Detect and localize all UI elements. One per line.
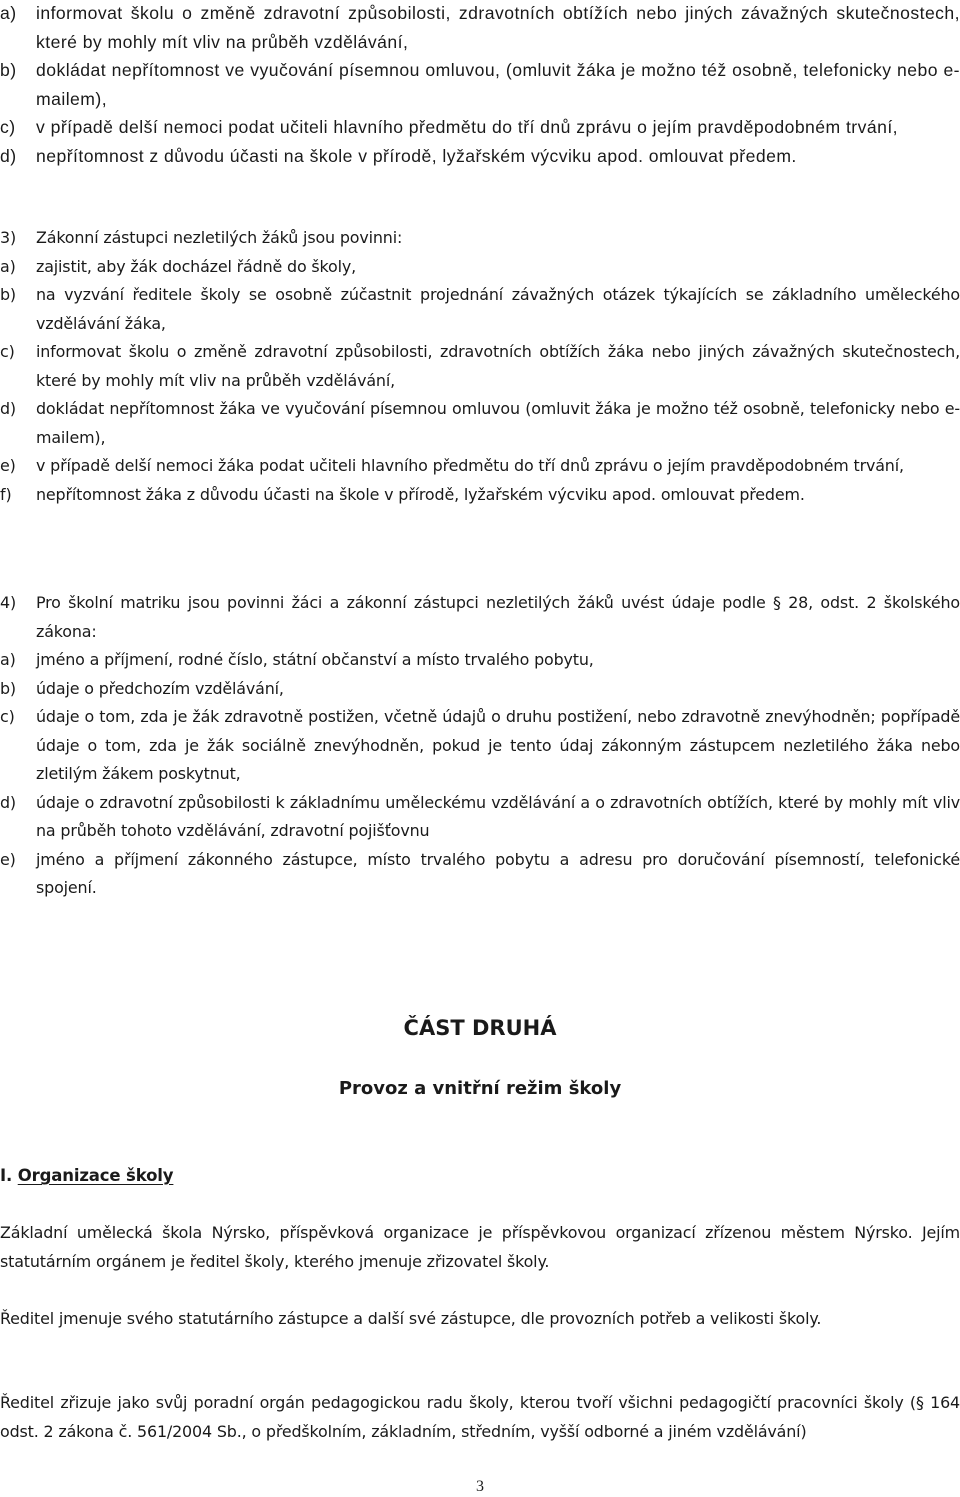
list-item — [0, 253, 960, 282]
section-heading — [0, 224, 960, 253]
list-item — [0, 452, 960, 481]
item-text: zajistit, aby žák docházel řádně do školy, — [36, 256, 357, 276]
list-item — [0, 113, 960, 142]
item-text: jméno a příjmení zákonného zástupce, místo trvalého pobytu a adresu pro doručování písemností, telefonické spojení. — [36, 849, 960, 897]
section-4 — [0, 589, 960, 903]
item-text: v případě delší nemoci podat učiteli hlavního předmětu do tří dnů zprávu o jejím pravděpodobném trvání, — [36, 117, 899, 137]
section-intro: Zákonní zástupci nezletilých žáků jsou povinni: — [36, 228, 403, 247]
part-subtitle: Provoz a vnitřní režim školy — [338, 1078, 622, 1099]
item-text: údaje o předchozím vzdělávání, — [36, 678, 284, 698]
top-list — [0, 0, 960, 170]
item-text: v případě delší nemoci žáka podat učiteli hlavního předmětu do tří dnů zprávu o jejím pravděpodobném trvání, — [36, 456, 904, 475]
list-item — [0, 56, 960, 113]
list-item — [0, 142, 960, 171]
list-item — [0, 846, 960, 903]
item-text: údaje o tom, zda je žák zdravotně postižen, včetně údajů o druhu postižení, nebo zdravotně znevýhodněn; popřípadě údaje o tom, zda je žák sociálně znevýhodněn, pokud je tento údaj zákonným zástupcem nezletilého žáka nebo zletilým žákem poskytnut, — [36, 707, 960, 783]
list-item — [0, 281, 960, 338]
item-label: b) — [0, 60, 17, 80]
item-label: a) — [0, 650, 16, 669]
item-label: c) — [0, 707, 15, 726]
section-number: 4) — [0, 593, 17, 612]
item-label: b) — [0, 285, 16, 304]
section-number: 3) — [0, 228, 17, 247]
chapter-title: Organizace školy — [17, 1166, 174, 1185]
section-3 — [0, 224, 960, 509]
list-item — [0, 646, 960, 675]
item-text: údaje o zdravotní způsobilosti k základnímu uměleckému vzdělávání a o zdravotních obtížích, které by mohly mít vliv na průběh tohoto vzdělávání, zdravotní pojišťovnu — [36, 792, 960, 840]
item-text: dokládat nepřítomnost ve vyučování písemnou omluvou, (omluvit žáka je možno též osobně, telefonicky nebo e-mailem), — [36, 60, 960, 109]
item-label: e) — [0, 456, 16, 475]
section-intro: Pro školní matriku jsou povinni žáci a zákonní zástupci nezletilých žáků uvést údaje podle § 28, odst. 2 školského zákona: — [36, 593, 960, 641]
item-label: f) — [0, 484, 12, 504]
item-text: nepřítomnost z důvodu účasti na škole v přírodě, lyžařském výcviku apod. omlouvat předem. — [36, 145, 797, 166]
item-label: a) — [0, 3, 17, 23]
list-item — [0, 338, 960, 395]
list-item — [0, 703, 960, 789]
chapter-number: I. — [0, 1166, 13, 1185]
item-text: jméno a příjmení, rodné číslo, státní občanství a místo trvalého pobytu, — [36, 650, 594, 669]
paragraph: Ředitel jmenuje svého statutárního zástupce a další své zástupce, dle provozních potřeb a velikosti školy. — [0, 1309, 822, 1328]
chapter-heading — [0, 1166, 173, 1185]
paragraph: Ředitel zřizuje jako svůj poradní orgán pedagogickou radu školy, kterou tvoří všichni pedagogičtí pracovníci školy (§ 164 odst. 2 zákona č. 561/2004 Sb., o předškolním, základním, středním, vyšší odborné a jiném vzdělávání) — [0, 1393, 960, 1441]
item-text: informovat školu o změně zdravotní způsobilosti, zdravotních obtížích nebo jiných závažných skutečnostech, které by mohly mít vliv na průběh vzdělávání, — [36, 3, 960, 52]
list-item — [0, 395, 960, 452]
page-number: 3 — [476, 1478, 484, 1495]
item-text: nepřítomnost žáka z důvodu účasti na škole v přírodě, lyžařském výcviku apod. omlouvat předem. — [36, 484, 805, 504]
item-label: c) — [0, 117, 16, 137]
part-title: ČÁST DRUHÁ — [403, 1016, 557, 1040]
item-text: dokládat nepřítomnost žáka ve vyučování písemnou omluvou (omluvit žáka je možno též osobně, telefonicky nebo e-mailem), — [36, 399, 960, 447]
item-label: d) — [0, 145, 17, 166]
item-text: informovat školu o změně zdravotní způsobilosti, zdravotních obtížích žáka nebo jiných závažných skutečnostech, které by mohly mít vliv na průběh vzdělávání, — [36, 342, 960, 390]
section-heading — [0, 589, 960, 646]
list-item — [0, 789, 960, 846]
item-label: e) — [0, 849, 16, 869]
list-item — [0, 675, 960, 704]
item-label: c) — [0, 342, 15, 361]
item-label: b) — [0, 678, 16, 698]
list-item — [0, 0, 960, 56]
item-label: d) — [0, 792, 16, 812]
list-item — [0, 481, 960, 510]
item-text: na vyzvání ředitele školy se osobně zúčastnit projednání závažných otázek týkajících se základního uměleckého vzdělávání žáka, — [36, 285, 960, 333]
item-label: a) — [0, 256, 16, 276]
item-label: d) — [0, 399, 16, 418]
paragraph: Základní umělecká škola Nýrsko, příspěvková organizace je příspěvkovou organizací zřízenou městem Nýrsko. Jejím statutárním orgánem je ředitel školy, kterého jmenuje zřizovatel školy. — [0, 1223, 960, 1271]
